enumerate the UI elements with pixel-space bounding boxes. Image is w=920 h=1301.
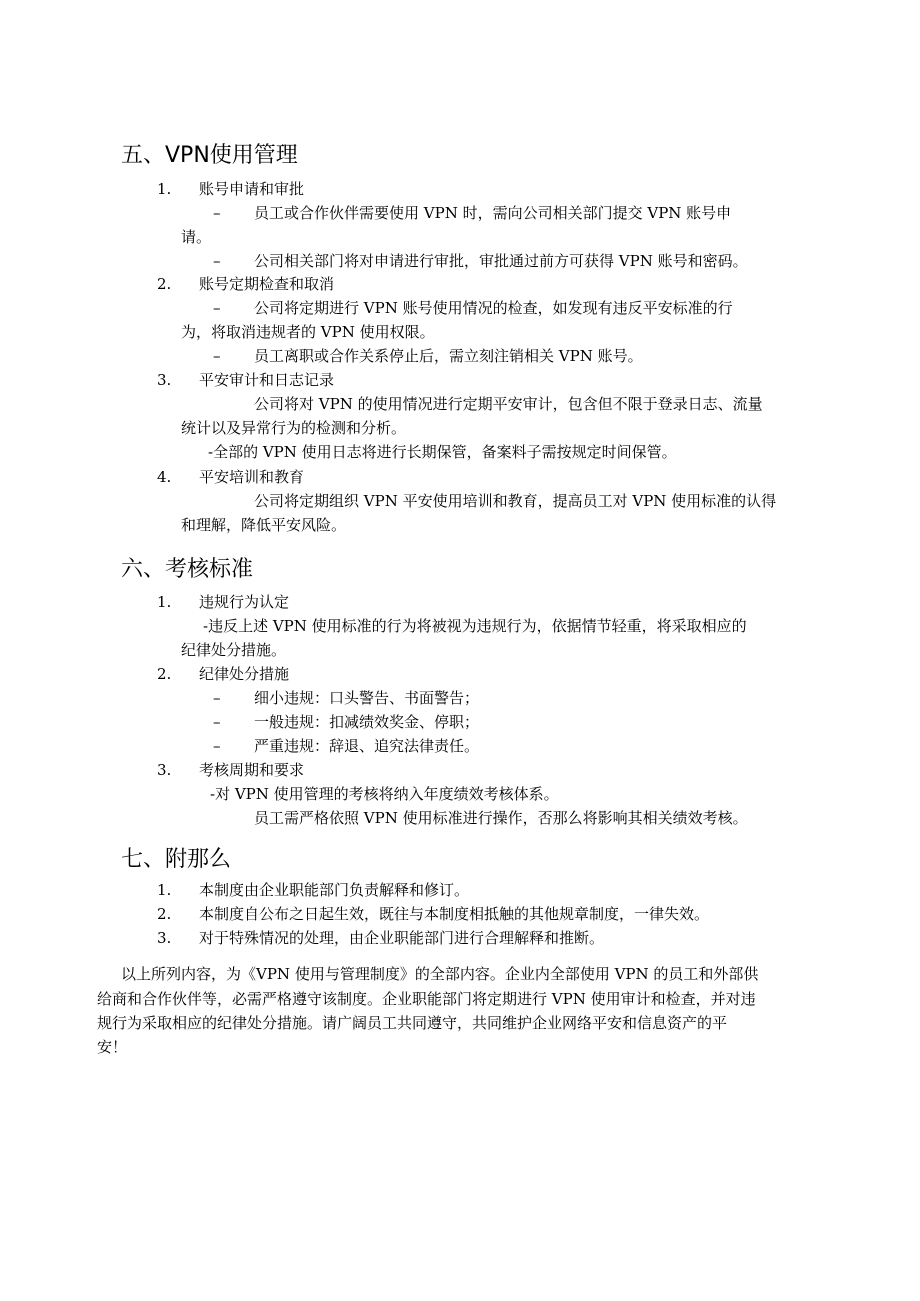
closing-paragraph-line: 给商和合作伙伴等，必需严格遵守该制度。企业职能部门将定期进行 VPN 使用审计和检查，并对违 [97,990,756,1008]
item-number: 3. [157,929,172,947]
item-line: 员工离职或合作关系停止后，需立刻注销相关 VPN 账号。 [254,347,643,365]
item-line: 严重违规：辞退、追究法律责任。 [254,737,480,755]
section-title-7: 七、附那么 [121,847,232,872]
item-label: 账号申请和审批 [199,180,305,198]
section-title-5: 五、VPN使用管理 [121,143,298,168]
item-line: 请。 [181,228,212,246]
item-label: 账号定期检查和取消 [199,275,335,293]
item-line: 纪律处分措施。 [181,641,287,659]
item-line: 细小违规：口头警告、书面警告； [254,689,480,707]
dash-marker: – [213,347,221,365]
item-line: 公司将定期组织 VPN 平安使用培训和教育，提高员工对 VPN 使用标准的认得 [254,492,777,510]
dash-marker: – [213,737,221,755]
dash-marker: – [213,252,221,270]
closing-paragraph-line: 以上所列内容，为《VPN 使用与管理制度》的全部内容。企业内全部使用 VPN 的员工和外部供 [121,965,759,983]
item-number: 2. [157,275,172,293]
item-number: 1. [157,180,172,198]
dash-marker: – [213,204,221,222]
item-number: 3. [157,761,172,779]
item-line: 一般违规：扣减绩效奖金、停职； [254,713,480,731]
dash-marker: – [213,689,221,707]
item-line: -全部的 VPN 使用日志将进行长期保管，备案料子需按规定时间保管。 [208,443,677,461]
item-line: 公司相关部门将对申请进行审批，审批通过前方可获得 VPN 账号和密码。 [254,252,748,270]
item-line: 和理解，降低平安风险。 [181,516,347,534]
item-line: -对 VPN 使用管理的考核将纳入年度绩效考核体系。 [210,785,559,803]
item-number: 2. [157,665,172,683]
item-label: 平安培训和教育 [199,468,305,486]
item-line: 公司将定期进行 VPN 账号使用情况的检查，如发现有违反平安标准的行 [254,299,733,317]
item-line: 公司将对 VPN 的使用情况进行定期平安审计，包含但不限于登录日志、流量 [254,395,763,413]
item-number: 1. [157,593,172,611]
closing-paragraph-line: 安！ [97,1038,128,1056]
item-number: 2. [157,905,172,923]
section-title-6: 六、考核标准 [121,557,254,582]
item-label: 考核周期和要求 [199,761,305,779]
item-line: 统计以及异常行为的检测和分析。 [181,419,407,437]
item-label: 本制度自公布之日起生效，既往与本制度相抵触的其他规章制度，一律失效。 [199,905,710,923]
item-number: 4. [157,468,172,486]
item-number: 1. [157,881,172,899]
item-label: 平安审计和日志记录 [199,371,335,389]
dash-marker: – [213,713,221,731]
item-number: 3. [157,371,172,389]
item-label: 违规行为认定 [199,593,290,611]
item-label: 对于特殊情况的处理，由企业职能部门进行合理解释和推断。 [199,929,605,947]
item-line: -违反上述 VPN 使用标准的行为将被视为违规行为，依据情节轻重，将采取相应的 [203,617,747,635]
dash-marker: – [213,299,221,317]
item-label: 本制度由企业职能部门负责解释和修订。 [199,881,470,899]
closing-paragraph-line: 规行为采取相应的纪律处分措施。请广阔员工共同遵守，共同维护企业网络平安和信息资产的平 [97,1014,728,1032]
item-label: 纪律处分措施 [199,665,290,683]
item-line: 员工或合作伙伴需要使用 VPN 时，需向公司相关部门提交 VPN 账号申 [254,204,732,222]
item-line: 为，将取消违规者的 VPN 使用权限。 [181,323,435,341]
item-line: 员工需严格依照 VPN 使用标准进行操作，否那么将影响其相关绩效考核。 [254,809,748,827]
